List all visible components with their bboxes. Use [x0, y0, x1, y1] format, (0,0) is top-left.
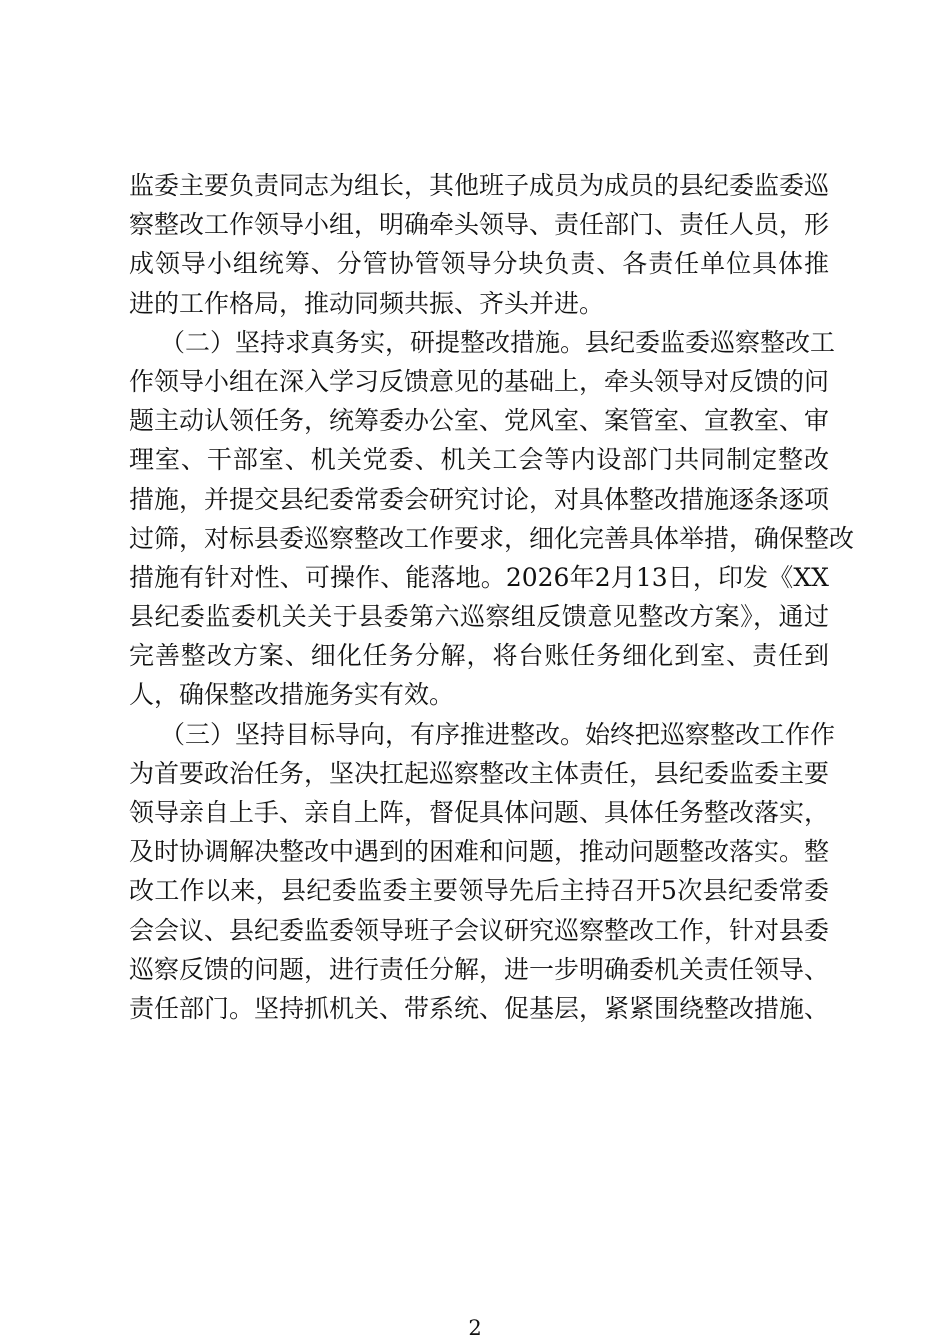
section-heading-line: （三）坚持目标导向，有序推进整改。始终把巡察整改工作作 [160, 719, 836, 749]
text-line: 察整改工作领导小组，明确牵头领导、责任部门、责任人员，形 [129, 210, 830, 240]
section-heading-line: （二）坚持求真务实，研提整改措施。县纪委监委巡察整改工 [160, 327, 836, 357]
text-line: 监委主要负责同志为组长，其他班子成员为成员的县纪委监委巡 [129, 171, 830, 200]
text-line: 作领导小组在深入学习反馈意见的基础上，牵头领导对反馈的问 [129, 366, 830, 396]
text-line: 理室、干部室、机关党委、机关工会等内设部门共同制定整改 [129, 445, 829, 475]
page-number: 2 [468, 1316, 482, 1340]
text-line: 人，确保整改措施务实有效。 [129, 680, 455, 710]
text-line: 措施有针对性、可操作、能落地。2026年2月13日，印发《XX [129, 562, 829, 592]
text-line: 会会议、县纪委监委领导班子会议研究巡察整改工作，针对县委 [129, 915, 830, 945]
text-line: 过筛，对标县委巡察整改工作要求，细化完善具体举措，确保整改 [129, 523, 855, 553]
text-line: 县纪委监委机关关于县委第六巡察组反馈意见整改方案》，通过 [129, 602, 829, 632]
text-line: 完善整改方案、细化任务分解，将台账任务细化到室、责任到 [129, 641, 829, 671]
body-text [129, 166, 855, 1028]
text-line: 巡察反馈的问题，进行责任分解，进一步明确委机关责任领导、 [129, 954, 830, 984]
text-line: 进的工作格局，推动同频共振、齐头并进。 [129, 288, 605, 318]
text-line: 及时协调解决整改中遇到的困难和问题，推动问题整改落实。整 [129, 837, 830, 867]
text-line: 责任部门。坚持抓机关、带系统、促基层，紧紧围绕整改措施、 [129, 993, 830, 1023]
text-line: 题主动认领任务，统筹委办公室、党风室、案管室、宣教室、审 [129, 406, 830, 436]
text-line: 为首要政治任务，坚决扛起巡察整改主体责任，县纪委监委主要 [129, 758, 830, 788]
text-line: 措施，并提交县纪委常委会研究讨论，对具体整改措施逐条逐项 [129, 484, 830, 514]
text-line: 成领导小组统筹、分管协管领导分块负责、各责任单位具体推 [129, 249, 829, 279]
text-line: 改工作以来，县纪委监委主要领导先后主持召开5次县纪委常委 [129, 876, 829, 906]
text-line: 领导亲自上手、亲自上阵，督促具体问题、具体任务整改落实， [129, 798, 830, 827]
